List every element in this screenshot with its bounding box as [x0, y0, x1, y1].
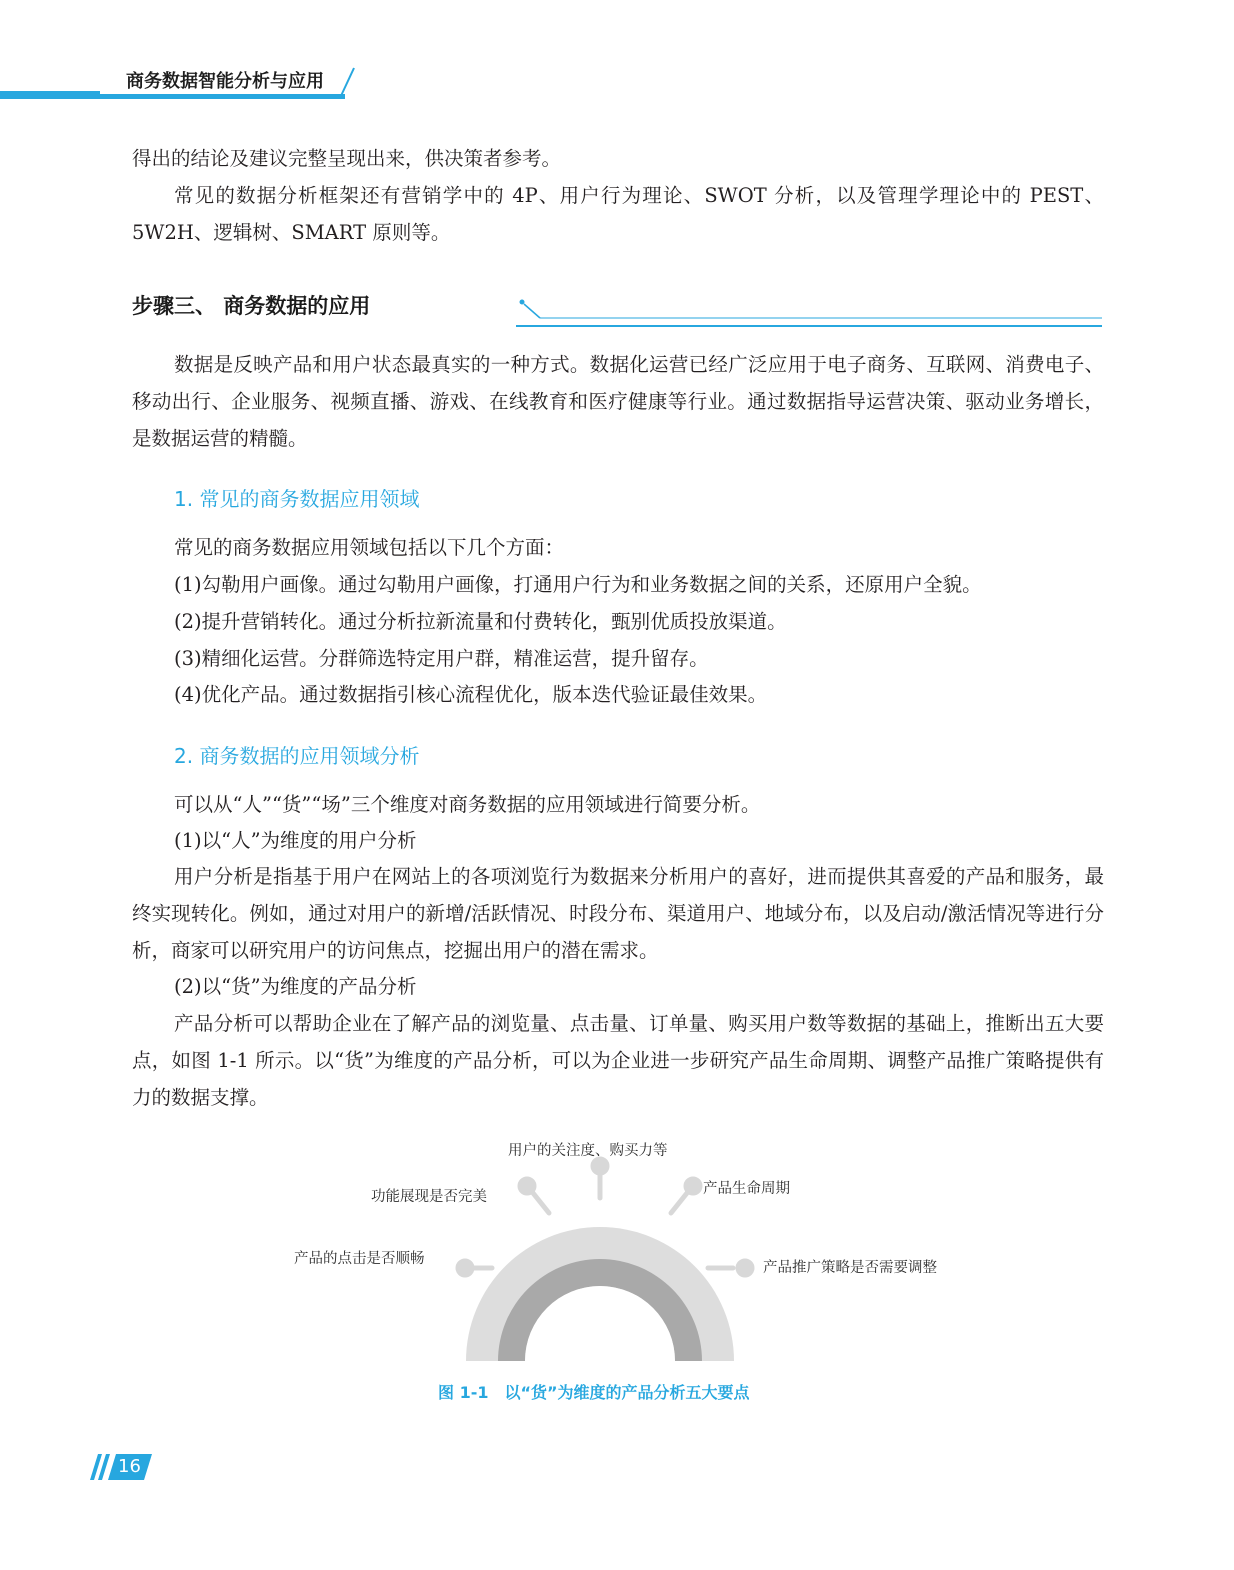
section1-lead: 常见的商务数据应用领域包括以下几个方面： — [174, 536, 565, 559]
paragraph-frameworks: 常见的数据分析框架还有营销学中的 4P、用户行为理论、SWOT 分析，以及管理学理论中的 PEST、5W2H、逻辑树、SMART 原则等。 — [132, 184, 1104, 244]
section2-lead: 可以从“人”“货”“场”三个维度对商务数据的应用领域进行简要分析。 — [174, 793, 761, 816]
list-item: (1)勾勒用户画像。通过勾勒用户画像，打通用户行为和业务数据之间的关系，还原用户全貌。 — [174, 573, 982, 596]
figure-label-upper-left: 功能展现是否完美 — [371, 1189, 487, 1205]
list-item: (3)精细化运营。分群筛选特定用户群，精准运营，提升留存。 — [174, 647, 709, 670]
paragraph-intro: 数据是反映产品和用户状态最真实的一种方式。数据化运营已经广泛应用于电子商务、互联网、消费电子、移动出行、企业服务、视频直播、游戏、在线教育和医疗健康等行业。通过数据指导运营决策、驱动业务增长，是数据运营的精髓。 — [132, 353, 1104, 450]
subsection-title-people: (1)以“人”为维度的用户分析 — [174, 829, 417, 852]
paragraph-conclusion: 得出的结论及建议完整呈现出来，供决策者参考。 — [132, 147, 562, 170]
list-item: (2)提升营销转化。通过分析拉新流量和付费转化，甄别优质投放渠道。 — [174, 610, 787, 633]
subsection-title-goods: (2)以“货”为维度的产品分析 — [174, 975, 417, 998]
figure-label-right: 产品推广策略是否需要调整 — [763, 1260, 937, 1276]
figure-label-top: 用户的关注度、购买力等 — [508, 1143, 668, 1159]
list-item: (4)优化产品。通过数据指引核心流程优化，版本迭代验证最佳效果。 — [174, 683, 768, 706]
page-number: 16 — [118, 1456, 141, 1477]
running-header-title: 商务数据智能分析与应用 — [126, 71, 324, 92]
figure-label-left: 产品的点击是否顺畅 — [294, 1251, 425, 1267]
paragraph-product-analysis: 产品分析可以帮助企业在了解产品的浏览量、点击量、订单量、购买用户数等数据的基础上，推断出五大要点，如图 1-1 所示。以“货”为维度的产品分析，可以为企业进一步研究产品生命周期、调整产品推广策略提供有力的数据支撑。 — [132, 1012, 1104, 1109]
section-heading-1: 1. 常见的商务数据应用领域 — [174, 487, 420, 511]
figure-label-upper-right: 产品生命周期 — [703, 1181, 790, 1197]
paragraph-user-analysis: 用户分析是指基于用户在网站上的各项浏览行为数据来分析用户的喜好，进而提供其喜爱的产品和服务，最终实现转化。例如，通过对用户的新增/活跃情况、时段分布、渠道用户、地域分布，以及启动/激活情况等进行分析，商家可以研究用户的访问焦点，挖掘出用户的潜在需求。 — [132, 865, 1104, 962]
figure-caption: 图 1-1 以“货”为维度的产品分析五大要点 — [438, 1383, 750, 1402]
section-heading-2: 2. 商务数据的应用领域分析 — [174, 744, 420, 768]
step-heading: 步骤三、 商务数据的应用 — [132, 294, 371, 318]
